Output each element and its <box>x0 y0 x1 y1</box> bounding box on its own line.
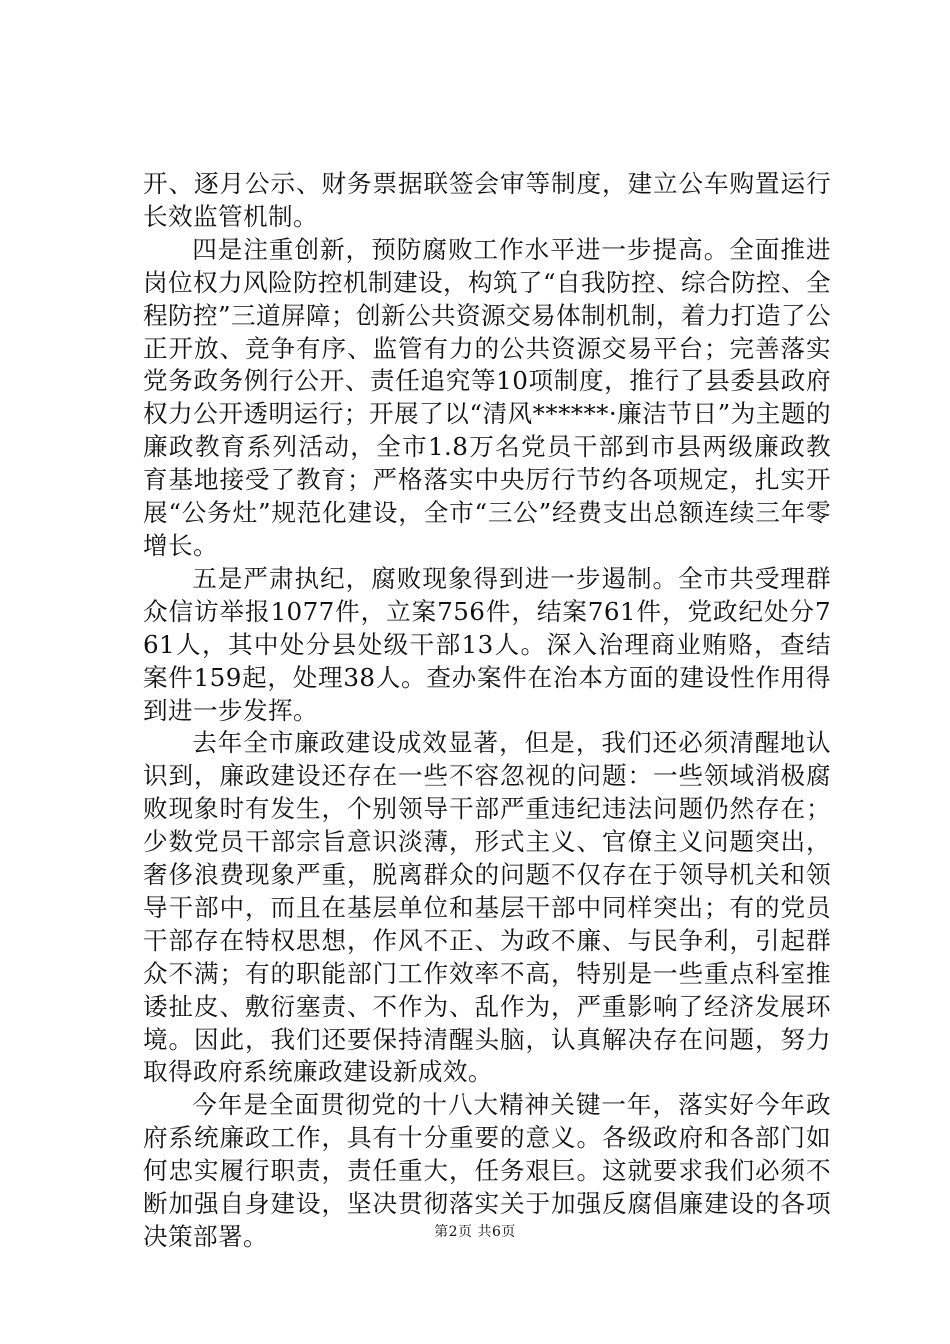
paragraph-continuation: 开、逐月公示、财务票据联签会审等制度，建立公车购置运行长效监管机制。 <box>143 169 831 231</box>
paragraph-this-year: 今年是全面贯彻党的十八大精神关键一年，落实好今年政府系统廉政工作，具有十分重要的意义。各级政府和各部门如何忠实履行职责，责任重大，任务艰巨。这就要求我们必须不断加强自身建设，坚决贯彻落实关于加强反腐倡廉建设的各项决策部署。 <box>143 1090 831 1251</box>
paragraph-problems: 去年全市廉政建设成效显著，但是，我们还必须清醒地认识到，廉政建设还存在一些不容忽视的问题：一些领域消极腐败现象时有发生，个别领导干部严重违纪违法问题仍然存在；少数党员干部宗旨意识淡薄，形式主义、官僚主义问题突出，奢侈浪费现象严重，脱离群众的问题不仅存在于领导机关和领导干部中，而且在基层单位和基层干部中同样突出；有的党员干部存在特权思想，作风不正、为政不廉、与民争利，引起群众不满；有的职能部门工作效率不高，特别是一些重点科室推诿扯皮、敷衍塞责、不作为、乱作为，严重影响了经济发展环境。因此，我们还要保持清醒头脑，认真解决存在问题，努力取得政府系统廉政建设新成效。 <box>143 728 831 1087</box>
paragraph-discipline: 五是严肃执纪，腐败现象得到进一步遏制。全市共受理群众信访举报1077件，立案756件，结案761件，党政纪处分761人，其中处分县处级干部13人。深入治理商业贿赂，查结案件159起，处理38人。查办案件在治本方面的建设性作用得到进一步发挥。 <box>143 563 831 725</box>
document-body <box>143 168 831 1254</box>
page-number-footer: 第2页 共6页 <box>434 1224 516 1240</box>
paragraph-innovation: 四是注重创新，预防腐败工作水平进一步提高。全面推进岗位权力风险防控机制建设，构筑了“自我防控、综合防控、全程防控”三道屏障；创新公共资源交易体制机制，着力打造了公正开放、竞争有序、监管有力的公共资源交易平台；完善落实党务政务例行公开、责任追究等10项制度，推行了县委县政府权力公开透明运行；开展了以“清风******·廉洁节日”为主题的廉政教育系列活动，全市1.8万名党员干部到市县两级廉政教育基地接受了教育；严格落实中央厉行节约各项规定，扎实开展“公务灶”规范化建设，全市“三公”经费支出总额连续三年零增长。 <box>143 234 831 560</box>
